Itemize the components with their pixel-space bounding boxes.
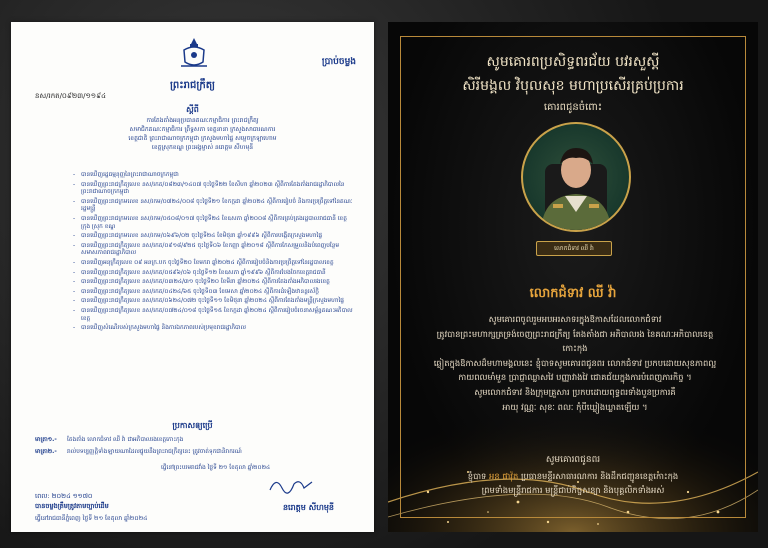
clause-item: - បានឃើញព្រះរាជក្រឹត្យលេខ នស/រកត/០៧២៤/០១៨ ចុះថ្ងៃទី១៥ ខែកក្កដា ឆ្នាំ២០២៤ ស្តីពីការរៀបចំរចនាសម្ព័ន្ធគណៈអភិបាលខេត្ត <box>73 308 354 323</box>
clause-item: - បានឃើញព្រះរាជក្រមលេខ នស/រកម/០៦៩៦/០២ ចុះថ្ងៃទី២៤ ខែមិថុនា ឆ្នាំ១៩៩៦ ស្តីពីការបង្កើតក្រសួងមហាផ្ទៃ <box>73 233 354 241</box>
decision-heading: ប្រកាសឲ្យប្រើ <box>172 421 213 430</box>
clause-item: - បានឃើញព្រះរាជក្រឹត្យលេខ នស/រកត/០៩១៨/៩២៥ ចុះថ្ងៃទី០៦ ខែកញ្ញា ឆ្នាំ២០១៨ ស្តីពីការកែសម្រួលនិងបំពេញបន្ថែមសមាសភាពរាជរដ្ឋាភិបាល <box>73 243 354 258</box>
decree-reference: នស/រកត/០៩២៣/១១៩៤ <box>35 92 106 100</box>
card-message <box>428 312 722 414</box>
message-line: កាយពលមាំមួន ប្រាជ្ញាឈ្លាសវៃ បញ្ញាវាងវៃ ជោគជ័យក្នុងការបំពេញភារកិច្ច ។ <box>458 372 692 383</box>
card-title-line-3: គោរពជូនចំពោះ <box>543 102 603 113</box>
decree-date: ធ្វើនៅព្រះបរមរាជវាំង ថ្ងៃទី ២១ ខែតុលា ឆ្នាំ២០២៤ <box>161 465 271 471</box>
clause-item: - បានឃើញព្រះរាជក្រឹត្យលេខ នស/រកត/០៤២៤/៦៥ ចុះថ្ងៃទី០៣ ខែមេសា ឆ្នាំ២០២៤ ស្តីពីការដំឡើងឋានន្តរស័ក្តិ <box>73 289 354 297</box>
royal-decree-document <box>11 22 374 532</box>
sender-prefix: ខ្ញុំបាទ <box>467 471 487 481</box>
card-title-line-1: សូមគោរពប្រសិទ្ធពរជ័យ បវរសួស្តី <box>486 54 660 70</box>
decree-subtitle: ស្តីពី <box>186 105 199 114</box>
article-1-text: តែងតាំង លោកជំទាវ ឈី វ៉ា ជាអភិបាលរងខេត្តកោះកុង <box>67 437 184 443</box>
decree-clauses <box>73 172 354 335</box>
copy-tag: ប្រាប់ចម្លង <box>321 57 356 67</box>
preamble-line: ខេត្តស្រុកខណ្ឌ ព្រះអង្គម្ចាស់ នរោត្តម សីហមុនី <box>151 144 254 151</box>
article-2-label: មាត្រា២.- <box>35 449 57 455</box>
footer-line-2: បានចម្លងត្រឹមត្រូវតាមច្បាប់ដើម <box>35 502 109 510</box>
portrait-figure-icon <box>523 124 629 230</box>
footer-line-3: ធ្វើនៅរាជធានីភ្នំពេញ ថ្ងៃទី ២១ ខែតុលា ឆ្នាំ២០២៤ <box>35 515 148 522</box>
article-1-label: មាត្រា១.- <box>35 437 57 443</box>
clause-item: - បានឃើញព្រះរាជក្រឹត្យលេខ នស/រកត/០៣២៤/៣១ ចុះថ្ងៃទី២០ ខែមីនា ឆ្នាំ២០២៤ ស្តីពីការតែងតាំងអភិបាលរងខេត្ត <box>73 279 354 287</box>
message-line: អាយុ វណ្ណៈ សុខៈ ពលៈ កុំបីឃ្លៀងឃ្លាតឡើយ ។ <box>502 401 648 412</box>
footer-line-1: ពេល: ២០២៤ ១១៧០ <box>35 492 93 500</box>
clause-item: - បានឃើញរដ្ឋធម្មនុញ្ញនៃព្រះរាជាណាចក្រកម្ពុជា <box>73 172 354 180</box>
royal-emblem-icon <box>179 36 209 70</box>
sender-line-2: ព្រមទាំងមន្ត្រីរាជការ មន្ត្រីជាប់កិច្ចសន្យា និងបុគ្គលិកទាំងអស់ <box>481 485 665 495</box>
article-2-text: រាល់បទប្បញ្ញត្តិទាំងឡាយណាដែលផ្ទុយនឹងព្រះរាជក្រឹត្យនេះ ត្រូវចាត់ទុកជានិរាករណ៍ <box>67 449 242 455</box>
sender-name: អន ផាវ៉ុត <box>489 471 519 481</box>
preamble-line: សមាជិកគណៈកម្មាធិការ ព្រឹទ្ធសភា ខេត្តនានា ក្រសួងសាធារណការ <box>129 126 276 133</box>
sender-line-1 <box>388 471 758 484</box>
honoree-nameplate: លោកជំទាវ ឈី វ៉ា <box>536 241 612 256</box>
clause-item: - បានឃើញព្រះរាជក្រឹត្យលេខ នស/រកត/០៨២៣/១៤០៧ ចុះថ្ងៃទី២២ ខែសីហា ឆ្នាំ២០២៣ ស្តីពីការតែងតាំងរាជរដ្ឋាភិបាលនៃព្រះរាជាណាចក្រកម្ពុជា <box>73 182 354 197</box>
message-line: សូមគោរពចូលរួមអបអរសាទរក្នុងឱកាសដែលលោកជំទាវ <box>488 314 662 324</box>
card-title-line-2: សិរីមង្គល វិបុលសុខ មហាប្រសើរគ្រប់ប្រការ <box>462 78 684 94</box>
article-2 <box>35 448 354 456</box>
clause-item: - បានឃើញព្រះរាជក្រមលេខ នស/រកម/០៧២៤/០០៨ ចុះថ្ងៃទី២១ ខែកក្កដា ឆ្នាំ២០២៤ ស្តីពីការរៀបចំ និងការប្រព្រឹត្តទៅនៃគណៈរដ្ឋមន្ត្រី <box>73 199 354 214</box>
signature-icon <box>268 474 314 496</box>
decree-title: ព្រះរាជក្រឹត្យ <box>169 80 216 91</box>
preamble-line: ការតែងតាំងអនុប្រធានគណៈកម្មាធិការ ព្រះរាជក្រឹត្យ <box>146 117 259 124</box>
clause-item: - បានឃើញព្រះរាជក្រឹត្យលេខ នស/រកត/០៦២៤/០៧២ ចុះថ្ងៃទី១១ ខែមិថុនា ឆ្នាំ២០២៤ ស្តីពីការតែងតាំងមន្ត្រីក្រសួងមហាផ្ទៃ <box>73 298 354 306</box>
honoree-name: លោកជំទាវ ឈី វ៉ា <box>529 286 617 301</box>
congratulation-card <box>388 22 758 532</box>
sender-suffix: ប្រធានមន្ទីរសាធារណការ និងដឹកជញ្ជូនខេត្តកោះកុង <box>520 471 679 481</box>
signatory-name: នរោត្តម សីហមុនី <box>282 503 334 512</box>
preamble-line: ខេត្តជាតិ ព្រះរាជាណាចក្រកម្ពុជា ក្រសួងមហាផ្ទៃ សម្តេចក្រឡាហោម <box>128 135 277 142</box>
clause-item: - បានឃើញអនុក្រឹត្យលេខ ០៩ អនក្រ.បក ចុះថ្ងៃទី២០ ខែមករា ឆ្នាំ២០២៤ ស្តីពីការរៀបចំនិងការប្រព្រឹត្តទៅនៃរដ្ឋបាលខេត្ត <box>73 260 354 268</box>
message-line: សូមលោកជំទាវ និងក្រុមគ្រួសារ ប្រកបដោយពុទ្ធពរទាំងបួនប្រការគឺ <box>474 386 676 397</box>
clause-item: - បានឃើញសំណើរបស់ក្រសួងមហាផ្ទៃ និងការឯកភាពរបស់ប្រមុខរាជរដ្ឋាភិបាល <box>73 325 354 333</box>
honoree-portrait <box>521 122 631 232</box>
card-closing: សូមគោរពជូនពរ <box>545 455 601 465</box>
clause-item: - បានឃើញព្រះរាជក្រមលេខ នស/រកម/០៥០៨/០១៧ ចុះថ្ងៃទី២៤ ខែឧសភា ឆ្នាំ២០០៨ ស្តីពីការគ្រប់គ្រងរដ្ឋបាលរាជធានី ខេត្ត ក្រុង ស្រុក ខណ្ឌ <box>73 216 354 231</box>
decree-preamble <box>71 116 334 152</box>
clause-item: - បានឃើញព្រះរាជក្រឹត្យលេខ នស/រកត/០៥៩៦/០៦ ចុះថ្ងៃទី១២ ខែឧសភា ឆ្នាំ១៩៩៦ ស្តីពីការបែងចែកខេត្តរាជធានី <box>73 270 354 278</box>
article-1 <box>35 436 354 444</box>
message-line: ឆ្លៀតក្នុងឱកាសដ៏មហាមង្គលនេះ ខ្ញុំបាទសូមគោរពជូនពរ លោកជំទាវ ប្រកបដោយសុខភាពល្អ <box>433 357 717 368</box>
message-line: ត្រូវបានព្រះមហាក្សត្រទ្រង់ចេញព្រះរាជក្រឹត្យ តែងតាំងជា អភិបាលរង នៃគណៈអភិបាលខេត្តកោះកុង <box>436 328 714 354</box>
